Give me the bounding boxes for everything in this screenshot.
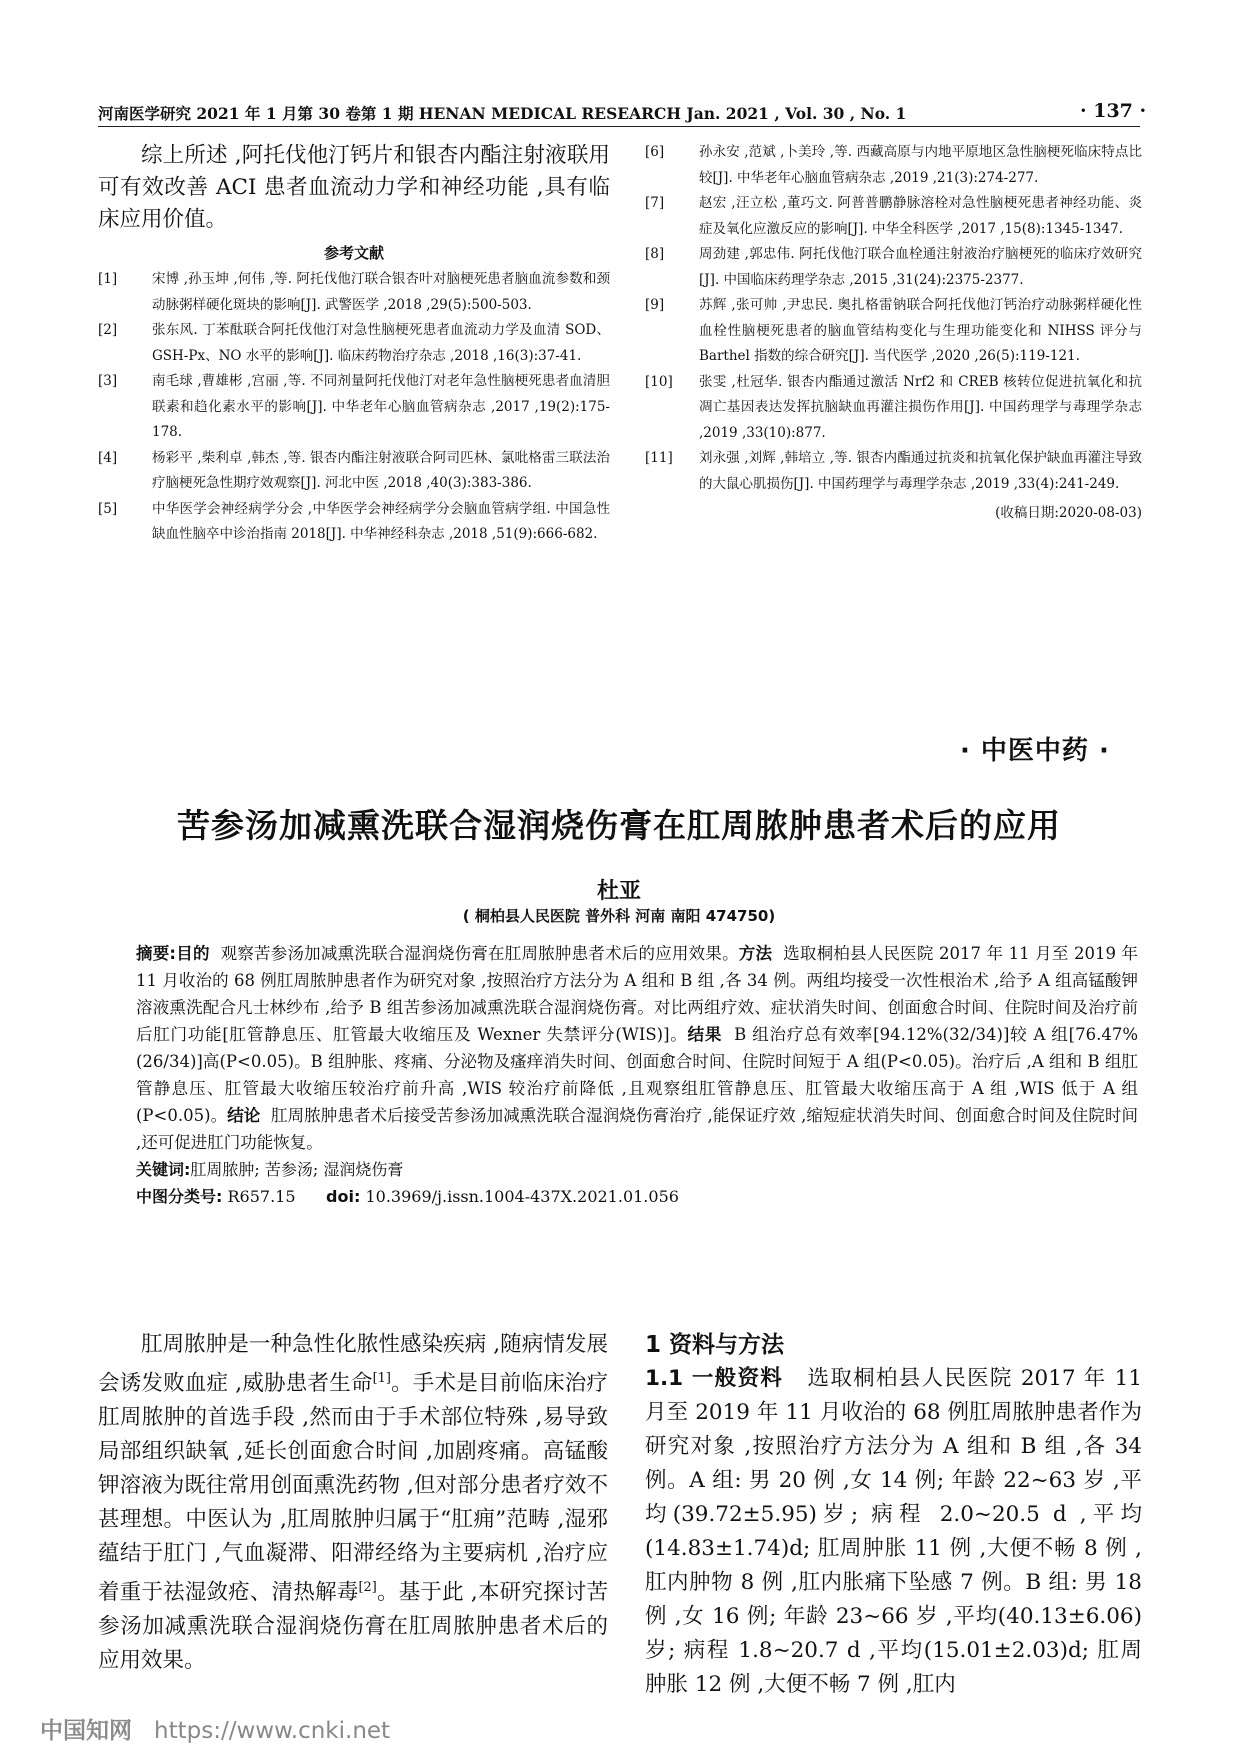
journal-header: 河南医学研究 2021 年 1 月第 30 卷第 1 期 HENAN MEDICAL RESEARCH Jan. 2021 , Vol. 30 , No. 1 [98,104,907,123]
intro-text-c: 。基于此 ,本研究探讨苦参汤加减熏洗联合湿润烧伤膏在肛周脓肿患者术后的应用效果。 [98,1580,608,1674]
reference-item [98,446,610,497]
methods-text: 选取桐柏县人民医院 2017 年 11 月至 2019 年 11 月收治的 68 例肛周脓肿患者作为研究对象 ,按照治疗方法分为 A 组和 B 组 ,各 34 例。两组均接受一次性根治术 ,给予 A 组高锰酸钾溶液熏洗配合凡士林纱布 ,给予 B 组苦参汤加减熏洗联合湿润烧伤膏。对比两组疗效、症状消失时间、创面愈合时间、住院时间及治疗前后肛门功能[肛管静息压、肛管最大收缩压及 Wexner 失禁评分(WIS)]。 [136,944,1138,1044]
reference-number: [7] [645,195,665,211]
keywords-text: 肛周脓肿; 苦参汤; 湿润烧伤膏 [190,1160,404,1179]
reference-text: 周劲建 ,郭忠伟. 阿托伐他汀联合血栓通注射液治疗脑梗死的临床疗效研究[J]. 中国临床药理学杂志 ,2015 ,31(24):2375-2377. [699,246,1142,288]
author-affiliation: ( 桐柏县人民医院 普外科 河南 南阳 474750) [462,907,776,925]
reference-number: [9] [645,297,665,313]
reference-item [98,267,610,318]
citation-2: [2] [358,1580,377,1596]
reference-number: [11] [645,450,673,466]
section-heading: 1 资料与方法 [645,1332,785,1358]
reference-number: [4] [98,449,118,466]
keywords-label: 关键词: [136,1160,191,1179]
reference-item [645,191,1142,242]
reference-number: [5] [98,500,118,517]
methods-label: 方法 [738,944,773,963]
citation-1: [1] [372,1371,391,1386]
body-introduction [98,1328,608,1678]
reference-number: [6] [645,144,665,160]
reference-text: 南毛球 ,曹雄彬 ,宫丽 ,等. 不同剂量阿托伐他汀对老年急性脑梗死患者血清胆联素和趋化素水平的影响[J]. 中华老年心脑血管病杂志 ,2017 ,19(2):175-178. [152,373,610,440]
reference-text: 赵宏 ,汪立松 ,董巧文. 阿普普鹏静脉溶栓对急性脑梗死患者神经功能、炎症及氧化应激反应的影响[J]. 中华全科医学 ,2017 ,15(8):1345-1347. [699,195,1142,237]
abstract-label: 摘要: [136,944,177,963]
reference-item [645,140,1142,191]
cnki-brand: 中国知网 [40,1718,132,1744]
results-label: 结果 [687,1025,723,1044]
reference-text: 张雯 ,杜冠华. 银杏内酯通过激活 Nrf2 和 CREB 核转位促进抗氧化和抗凋亡基因表达发挥抗脑缺血再灌注损伤作用[J]. 中国药理学与毒理学杂志 ,2019 ,33(10):877. [699,373,1142,441]
reference-item [98,497,610,548]
previous-article-conclusion [98,140,610,236]
reference-text: 苏辉 ,张可帅 ,尹忠民. 奥扎格雷钠联合阿托伐他汀钙治疗动脉粥样硬化性血栓性脑梗死患者的脑血管结构变化与生理功能变化和 NIHSS 评分与 Barthel 指数的综合研究[J]. 当代医学 ,2020 ,26(5):119-121. [699,297,1142,364]
classification-code: R657.15 [227,1187,296,1206]
results-text: B 组治疗总有效率[94.12%(32/34)]较 A 组[76.47%(26/34)]高(P<0.05)。B 组肿胀、疼痛、分泌物及瘙痒消失时间、创面愈合时间、住院时间短于 A 组(P<0.05)。治疗后 ,A 组和 B 组肛管静息压、肛管最大收缩压较治疗前升高 ,WIS 较治疗前降低 ,且观察组肛管静息压、肛管最大收缩压高于 A 组 ,WIS 低于 A 组(P<0.05)。 [136,1025,1138,1125]
received-date: (收稿日期:2020-08-03) [995,505,1142,521]
methods-body-text: 选取桐柏县人民医院 2017 年 11 月至 2019 年 11 月收治的 68 例肛周脓肿患者作为研究对象 ,按照治疗方法分为 A 组和 B 组 ,各 34 例。A 组: 男 20 例 ,女 14 例; 年龄 22~63 岁 ,平均(39.72±5.95)岁; 病程 2.0~20.5 d ,平均(14.83±1.74)d; 肛周肿胀 11 例 ,大便不畅 8 例 ,肛内肿物 8 例 ,肛内胀痛下坠感 7 例。B 组: 男 18 例 ,女 16 例; 年龄 23~66 岁 ,平均(40.13±6.06)岁; 病程 1.8~20.7 d ,平均(15.01±2.03)d; 肛周肿胀 12 例 ,大便不畅 7 例 ,肛内 [645,1366,1143,1697]
reference-number: [10] [645,373,673,390]
watermark-footer [40,1712,390,1745]
reference-item [645,446,1142,497]
reference-item [645,370,1142,447]
abstract-text [136,940,1138,1156]
objective-text: 观察苦参汤加减熏洗联合湿润烧伤膏在肛周脓肿患者术后的应用效果。 [220,944,739,963]
reference-number: [1] [98,271,118,287]
conclusion-paragraph: 综上所述 ,阿托伐他汀钙片和银杏内酯注射液联用可有效改善 ACI 患者血流动力学和神经功能 ,具有临床应用价值。 [98,143,610,232]
conclusion-label: 结论 [227,1106,261,1125]
references-title: 参考文献 [323,244,384,262]
article-title: 苦参汤加减熏洗联合湿润烧伤膏在肛周脓肿患者术后的应用 [177,806,1061,845]
reference-item [645,242,1142,293]
classification-label: 中图分类号: [136,1187,223,1206]
author-name: 杜亚 [596,879,641,904]
reference-text: 孙永安 ,范斌 ,卜美玲 ,等. 西藏高原与内地平原地区急性脑梗死临床特点比较[J]. 中华老年心脑血管病杂志 ,2019 ,21(3):274-277. [699,144,1142,186]
right-column-top [645,140,1142,521]
reference-text: 张东风. 丁苯酞联合阿托伐他汀对急性脑梗死患者血流动力学及血清 SOD、GSH-Px、NO 水平的影响[J]. 临床药物治疗杂志 ,2018 ,16(3):37-41. [152,322,610,364]
reference-item [98,318,610,369]
reference-text: 中华医学会神经病学分会 ,中华医学会神经病学分会脑血管病学组. 中国急性缺血性脑卒中诊治指南 2018[J]. 中华神经科杂志 ,2018 ,51(9):666-682. [152,500,610,542]
reference-text: 刘永强 ,刘辉 ,韩培立 ,等. 银杏内酯通过抗炎和抗氧化保护缺血再灌注导致的大鼠心肌损伤[J]. 中国药理学与毒理学杂志 ,2019 ,33(4):241-249. [699,450,1142,492]
references-list-right [645,140,1142,497]
header-divider [98,126,1140,127]
reference-number: [2] [98,322,118,338]
reference-text: 杨彩平 ,柴利卓 ,韩杰 ,等. 银杏内酯注射液联合阿司匹林、氯吡格雷三联法治疗脑梗死急性期疗效观察[J]. 河北中医 ,2018 ,40(3):383-386. [152,449,610,491]
references-list-left [98,267,610,548]
abstract-block [136,940,1138,1210]
classification-line [136,1183,1138,1210]
intro-text-a: 肛周脓肿是一种急性化脓性感染疾病 ,随病情发展会诱发败血症 ,威胁患者生命 [98,1332,608,1397]
reference-item [645,293,1142,370]
subsection-heading: 1.1 一般资料 [645,1366,784,1391]
body-methods [645,1328,1142,1702]
reference-number: [8] [645,246,665,262]
reference-number: [3] [98,373,118,389]
keywords-line [136,1156,1138,1183]
reference-text: 宋博 ,孙玉坤 ,何伟 ,等. 阿托伐他汀联合银杏叶对脑梗死患者脑血流参数和颈动脉粥样硬化斑块的影响[J]. 武警医学 ,2018 ,29(5):500-503. [152,271,610,313]
intro-text-b: 。手术是目前临床治疗肛周脓肿的首选手段 ,然而由于手术部位特殊 ,易导致局部组织缺氧 ,延长创面愈合时间 ,加剧疼痛。高锰酸钾溶液为既往常用创面熏洗药物 ,但对部分患者疗效不甚理想。中医认为 ,肛周脓肿归属于“肛痈”范畴 ,湿邪蕴结于肛门 ,气血凝滞、阳滞经络为主要病机 ,治疗应着重于祛湿敛疮、清热解毒 [98,1371,608,1606]
methods-paragraph [645,1362,1142,1702]
conclusion-text: 肛周脓肿患者术后接受苦参汤加减熏洗联合湿润烧伤膏治疗 ,能保证疗效 ,缩短症状消失时间、创面愈合时间及住院时间 ,还可促进肛门功能恢复。 [136,1106,1138,1152]
left-column-top [98,140,610,548]
doi-label: doi: [326,1187,361,1206]
page-number: · 137 · [1080,100,1147,122]
doi-value: 10.3969/j.issn.1004-437X.2021.01.056 [365,1187,679,1206]
introduction-paragraph [98,1328,608,1678]
objective-label: 目的 [176,944,210,963]
cnki-url[interactable]: https://www.cnki.net [154,1718,391,1744]
reference-item [98,369,610,446]
section-tag: · 中医中药 · [960,736,1110,766]
